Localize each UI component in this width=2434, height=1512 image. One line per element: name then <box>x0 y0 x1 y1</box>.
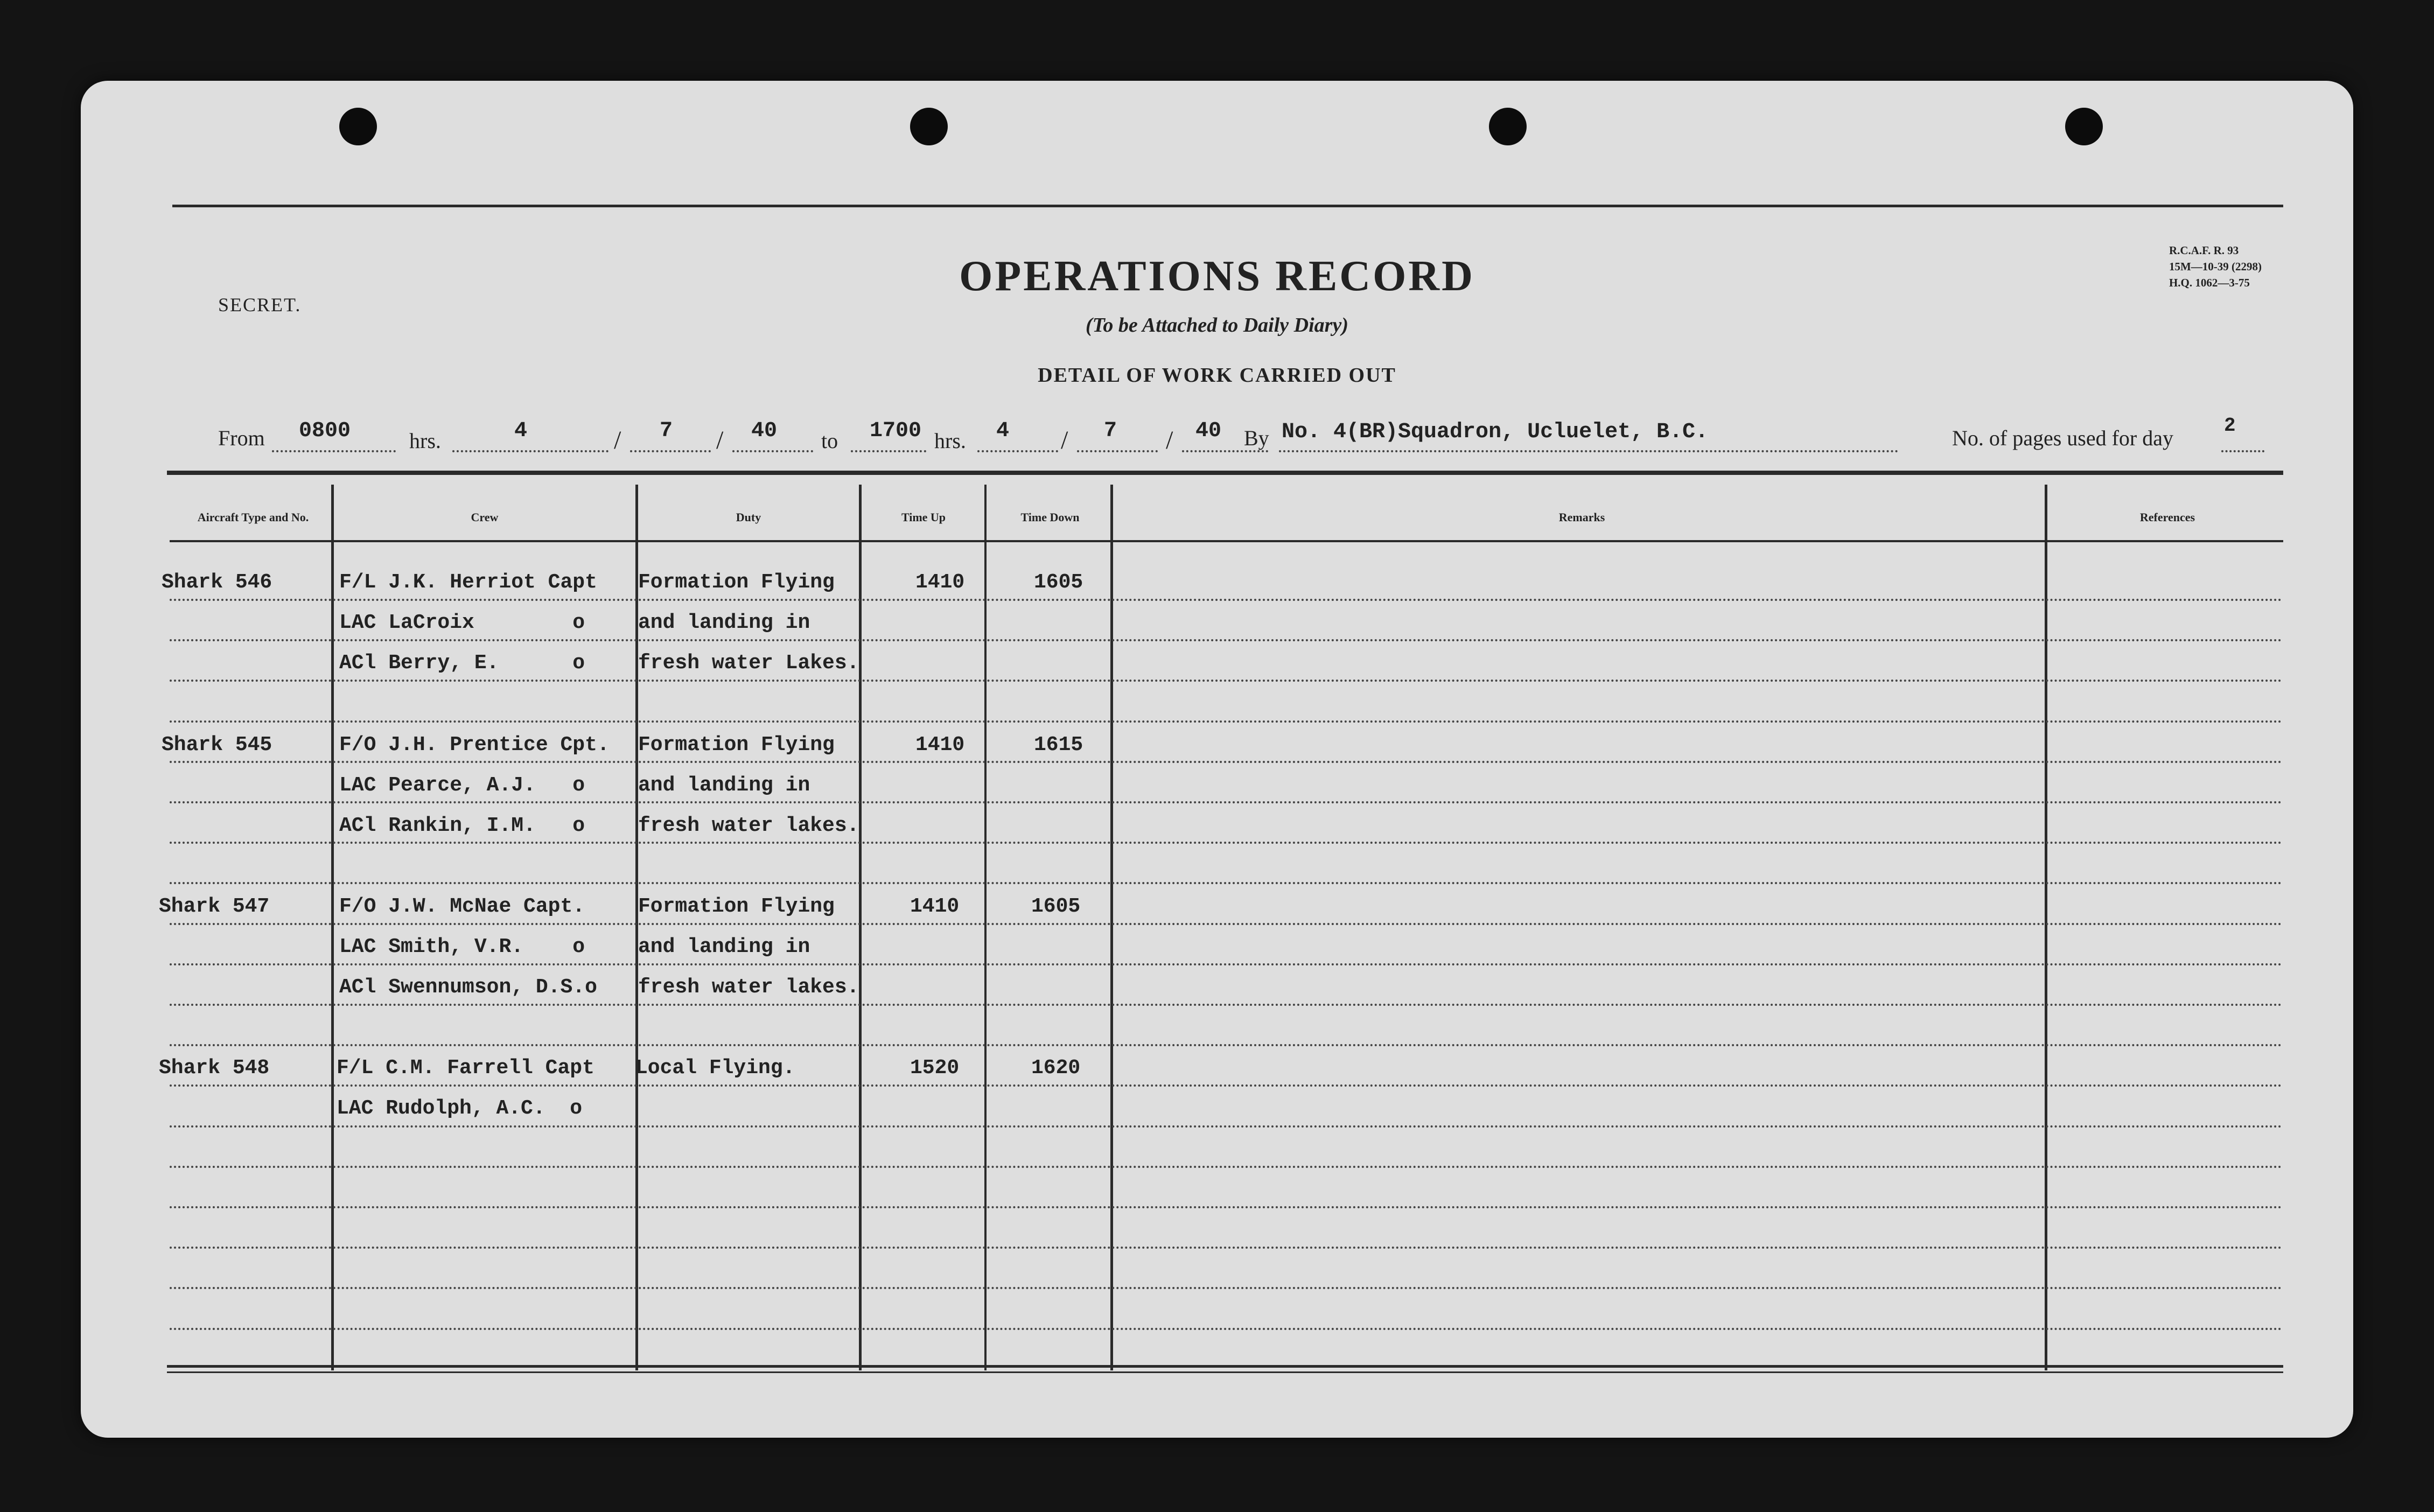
from-year: 40 <box>751 419 778 443</box>
to-year: 40 <box>1195 419 1222 443</box>
form-code-line: R.C.A.F. R. 93 <box>2169 244 2239 257</box>
page-subtitle: (To be Attached to Daily Diary) <box>1086 314 1348 337</box>
column-divider <box>859 485 862 1370</box>
ruled-line <box>170 801 2283 803</box>
duty-cell: Formation Flying <box>638 895 835 918</box>
ruled-line <box>170 882 2283 884</box>
aircraft-cell: Shark 545 <box>162 733 272 757</box>
column-divider <box>331 485 334 1370</box>
column-header-remarks: Remarks <box>1558 510 1605 524</box>
column-header-duty: Duty <box>736 510 761 524</box>
ruled-line <box>170 761 2283 763</box>
column-header-aircraft: Aircraft Type and No. <box>197 510 309 524</box>
time-down-cell: 1620 <box>1031 1056 1081 1080</box>
date-slash: / <box>614 426 621 454</box>
ruled-line <box>170 720 2283 723</box>
squadron-unit: No. 4(BR)Squadron, Ucluelet, B.C. <box>1282 420 1709 444</box>
operations-record-card <box>81 81 2353 1438</box>
time-up-cell: 1410 <box>915 571 965 594</box>
crew-cell: ACl Berry, E. o <box>339 652 585 675</box>
crew-cell: ACl Rankin, I.M. o <box>339 814 585 837</box>
form-code-line: 15M—10-39 (2298) <box>2169 260 2262 273</box>
time-up-cell: 1410 <box>915 733 965 757</box>
ruled-line <box>170 1287 2283 1289</box>
ruled-line <box>170 1125 2283 1128</box>
ruled-line <box>170 1328 2283 1330</box>
ruled-line <box>170 680 2283 682</box>
aircraft-cell: Shark 547 <box>159 895 270 918</box>
secret-label: SECRET. <box>218 294 302 316</box>
crew-cell: F/O J.W. McNae Capt. <box>339 895 585 918</box>
time-down-cell: 1605 <box>1034 571 1083 594</box>
time-up-cell: 1520 <box>910 1056 960 1080</box>
aircraft-cell: Shark 548 <box>159 1056 270 1080</box>
from-month: 7 <box>660 419 673 443</box>
duty-cell: Formation Flying <box>638 733 835 757</box>
to-label: to <box>821 429 838 453</box>
hrs-label: hrs. <box>409 429 441 453</box>
date-slash: / <box>716 426 724 454</box>
duty-cell: fresh water lakes. <box>638 814 859 837</box>
ruled-line <box>170 599 2283 601</box>
duty-cell: fresh water lakes. <box>638 976 859 999</box>
crew-cell: LAC LaCroix o <box>339 611 585 634</box>
crew-cell: LAC Smith, V.R. o <box>339 935 585 958</box>
column-header-time-up: Time Up <box>901 510 946 524</box>
crew-cell: F/L C.M. Farrell Capt <box>337 1056 594 1080</box>
table-bottom-rule <box>167 1371 2283 1373</box>
duty-cell: and landing in <box>638 935 810 958</box>
duty-cell: Local Flying. <box>635 1056 795 1080</box>
to-day: 4 <box>996 419 1010 443</box>
from-time: 0800 <box>299 419 351 443</box>
date-slash: / <box>1166 426 1173 454</box>
column-header-crew: Crew <box>471 510 499 524</box>
by-label: By <box>1244 426 1269 450</box>
ruled-line <box>170 842 2283 844</box>
ruled-line <box>170 1206 2283 1208</box>
from-day: 4 <box>514 419 528 443</box>
ruled-line <box>170 923 2283 925</box>
from-label: From <box>218 426 265 450</box>
ruled-line <box>170 1247 2283 1249</box>
ruled-line <box>170 1044 2283 1046</box>
duty-cell: and landing in <box>638 611 810 634</box>
to-time: 1700 <box>870 419 922 443</box>
page-title: OPERATIONS RECORD <box>959 253 1475 300</box>
pages-count: 2 <box>2224 415 2236 437</box>
time-down-cell: 1605 <box>1031 895 1081 918</box>
duty-cell: and landing in <box>638 774 810 797</box>
ruled-line <box>170 1166 2283 1168</box>
column-header-references: References <box>2139 510 2195 524</box>
to-month: 7 <box>1104 419 1117 443</box>
duty-cell: Formation Flying <box>638 571 835 594</box>
form-code-line: H.Q. 1062—3-75 <box>2169 276 2250 289</box>
date-slash: / <box>1061 426 1068 454</box>
time-down-cell: 1615 <box>1034 733 1083 757</box>
pages-label: No. of pages used for day <box>1952 426 2173 450</box>
aircraft-cell: Shark 546 <box>162 571 272 594</box>
table-bottom-rule <box>167 1365 2283 1368</box>
time-up-cell: 1410 <box>910 895 960 918</box>
crew-cell: LAC Rudolph, A.C. o <box>337 1097 583 1120</box>
ruled-line <box>170 1084 2283 1087</box>
column-divider <box>2045 485 2047 1370</box>
crew-cell: F/O J.H. Prentice Cpt. <box>339 733 610 757</box>
column-header-time-down: Time Down <box>1020 510 1080 524</box>
column-divider <box>1110 485 1113 1370</box>
header-rule <box>170 540 2283 542</box>
duty-cell: fresh water Lakes. <box>638 652 859 675</box>
crew-cell: F/L J.K. Herriot Capt <box>339 571 597 594</box>
hrs-label: hrs. <box>934 429 966 453</box>
ruled-line <box>170 639 2283 641</box>
column-divider <box>984 485 987 1370</box>
operations-table <box>81 81 2353 1438</box>
ruled-line <box>170 1004 2283 1006</box>
crew-cell: ACl Swennumson, D.S.o <box>339 976 597 999</box>
detail-heading: DETAIL OF WORK CARRIED OUT <box>1038 364 1396 387</box>
ruled-line <box>170 963 2283 965</box>
crew-cell: LAC Pearce, A.J. o <box>339 774 585 797</box>
